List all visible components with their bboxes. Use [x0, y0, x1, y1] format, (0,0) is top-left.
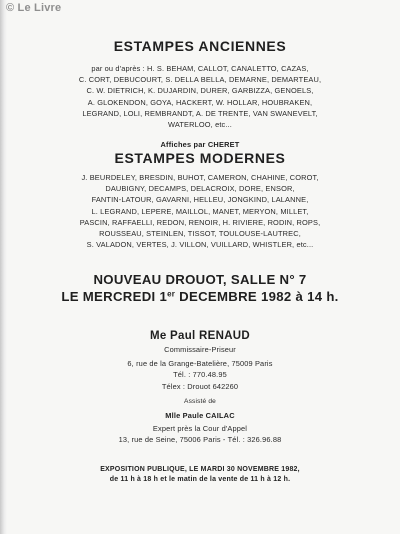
modernes-artists-line: J. BEURDELEY, BRESDIN, BUHOT, CAMERON, CHAHINE, COROT,	[81, 173, 319, 182]
modernes-artists-line: FANTIN-LATOUR, GAVARNI, HELLEU, JONGKIND, LALANNE,	[91, 195, 309, 205]
venue-date-suffix: DECEMBRE 1982 à 14 h.	[175, 289, 339, 304]
expert-address: 13, rue de Seine, 75006 Paris - Tél. : 326.96.88	[118, 435, 282, 445]
anciennes-artists-line: C. CORT, DEBUCOURT, S. DELLA BELLA, DEMARNE, DEMARTEAU,	[78, 75, 322, 85]
expert-name: Mlle Paule CAILAC	[165, 411, 235, 421]
modernes-artists-line: L. LEGRAND, LEPERE, MAILLOL, MANET, MERYON, MILLET,	[91, 206, 309, 216]
auctioneer-tel: Tél. : 770.48.95	[173, 370, 227, 380]
auctioneer-role: Commissaire-Priseur	[164, 345, 236, 354]
anciennes-artists-line: WATERLOO, etc...	[168, 120, 232, 130]
modernes-section	[0, 150, 400, 250]
venue-date	[0, 288, 400, 305]
modernes-title: ESTAMPES MODERNES	[114, 150, 286, 166]
anciennes-section	[0, 38, 400, 149]
exposition-block	[0, 466, 400, 483]
venue-date-prefix: LE MERCREDI 1	[61, 289, 168, 304]
anciennes-artists-line: LEGRAND, LOLI, REMBRANDT, A. DE TRENTE, VAN SWANEVELT,	[82, 108, 318, 118]
expert-role: Expert près la Cour d'Appel	[152, 424, 248, 434]
anciennes-artists-line: A. GLOKENDON, GOYA, HACKERT, W. HOLLAR, HOUBRAKEN,	[87, 97, 313, 107]
anciennes-artists-line: C. W. DIETRICH, K. DUJARDIN, DURER, GARBIZZA, GENOELS,	[86, 86, 314, 96]
venue-date-ordinal: er	[167, 289, 176, 299]
anciennes-artists-line: par ou d'après : H. S. BEHAM, CALLOT, CANALETTO, CAZAS,	[91, 64, 309, 73]
exposition-hours: de 11 h à 18 h et le matin de la vente de 11 h à 12 h.	[109, 476, 291, 483]
expert-block	[0, 396, 400, 446]
modernes-artists-line: PASCIN, RAFFAELLI, REDON, RENOIR, H. RIVIERE, RODIN, ROPS,	[79, 217, 321, 227]
auctioneer-block	[0, 330, 400, 392]
venue-block	[0, 271, 400, 305]
auctioneer-address: 6, rue de la Grange-Batelière, 75009 Paris	[127, 359, 273, 369]
auctioneer-telex: Télex : Drouot 642260	[161, 381, 239, 391]
modernes-artists	[0, 172, 400, 250]
expert-assisted-by: Assisté de	[184, 398, 216, 405]
modernes-artists-line: DAUBIGNY, DECAMPS, DELACROIX, DORE, ENSOR,	[105, 184, 295, 194]
modernes-artists-line: S. VALADON, VERTES, J. VILLON, VUILLARD, WHISTLER, etc...	[86, 240, 314, 250]
auctioneer-name: Me Paul RENAUD	[149, 330, 251, 342]
modernes-artists-line: ROUSSEAU, STEINLEN, TISSOT, TOULOUSE-LAUTREC,	[99, 229, 301, 239]
venue-hall: NOUVEAU DROUOT, SALLE N° 7	[93, 272, 307, 287]
anciennes-artists	[0, 63, 400, 130]
exposition-line: EXPOSITION PUBLIQUE, LE MARDI 30 NOVEMBRE 1982,	[100, 466, 300, 473]
affiches-cheret: Affiches par CHERET	[160, 140, 240, 150]
watermark: © Le Livre	[6, 2, 62, 14]
anciennes-title: ESTAMPES ANCIENNES	[113, 38, 287, 54]
